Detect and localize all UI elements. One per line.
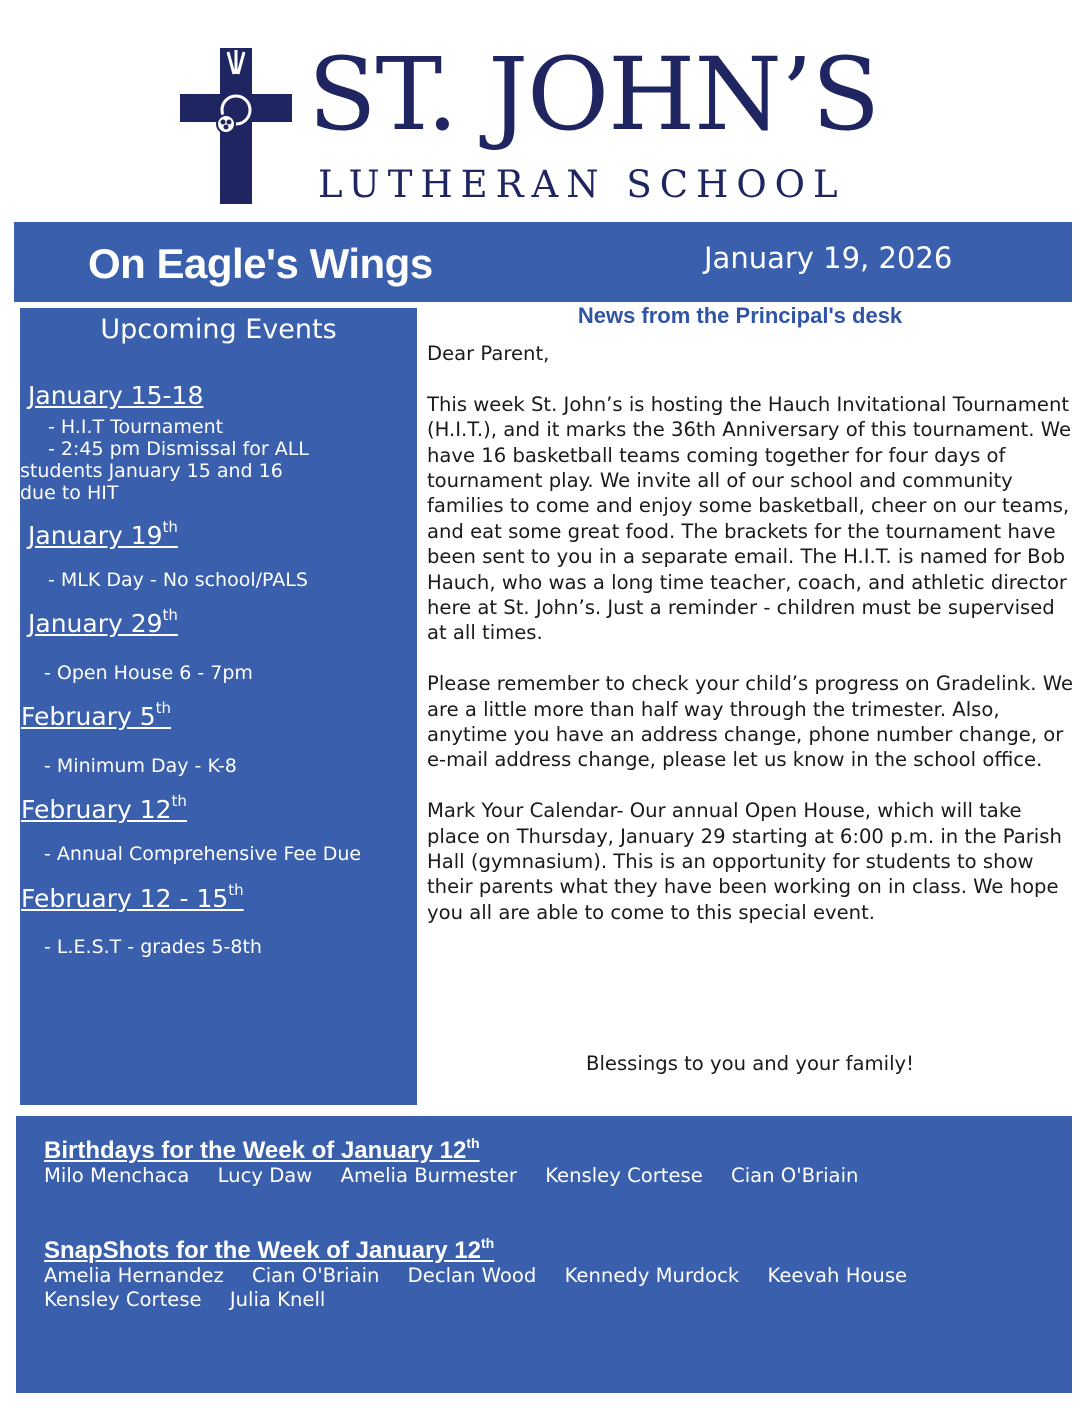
school-subtitle: LUTHERAN SCHOOL [318, 163, 846, 206]
list-item: Milo Menchaca [44, 1164, 190, 1187]
events-heading: Upcoming Events [100, 314, 337, 345]
event-detail: - H.I.T Tournament [48, 416, 224, 438]
event-date: February 5th [21, 699, 172, 731]
event-detail: due to HIT [20, 482, 119, 504]
event-date: February 12th [21, 792, 187, 824]
school-name: ST. JOHN’S [308, 36, 880, 153]
event-detail: students January 15 and 16 [20, 460, 283, 482]
list-item: Declan Wood [407, 1264, 537, 1287]
letter-greeting: Dear Parent, [427, 342, 550, 365]
list-item: Cian O'Briain [731, 1164, 859, 1187]
principal-heading: News from the Principal's desk [577, 303, 903, 328]
list-item: Kensley Cortese [44, 1288, 202, 1311]
principal-letter [427, 341, 1077, 951]
list-item: Cian O'Briain [252, 1264, 380, 1287]
event-detail: - L.E.S.T - grades 5-8th [44, 936, 262, 958]
list-item: Amelia Hernandez [44, 1264, 224, 1287]
birthdays-list [44, 1164, 1054, 1188]
event-detail: - Open House 6 - 7pm [44, 662, 253, 684]
letter-paragraph: Please remember to check your child’s progress on Gradelink. We are a little more than half way through the trimester. Also, anytime you have an address change, phone number change, or e-mail address change, please let us know in the school office. [427, 672, 1074, 772]
event-date: February 12 - 15th [21, 881, 244, 913]
letter-closing: Blessings to you and your family! [586, 1052, 914, 1075]
list-item: Julia Knell [229, 1288, 326, 1311]
snapshots-heading: SnapShots for the Week of January 12th [44, 1235, 495, 1264]
event-detail: - Minimum Day - K-8 [44, 755, 237, 777]
event-detail: - Annual Comprehensive Fee Due [44, 843, 362, 865]
upcoming-events-panel [20, 308, 417, 1105]
event-detail: - 2:45 pm Dismissal for ALL [48, 438, 309, 460]
cross-logo-icon [180, 48, 292, 204]
birthdays-heading: Birthdays for the Week of January 12th [44, 1135, 480, 1164]
list-item: Keevah House [767, 1264, 908, 1287]
event-date: January 19th [28, 518, 178, 550]
snapshots-list [44, 1264, 1054, 1312]
event-date: January 15-18 [28, 381, 204, 410]
list-item: Kensley Cortese [545, 1164, 703, 1187]
list-item: Amelia Burmester [340, 1164, 517, 1187]
letter-paragraph: This week St. John’s is hosting the Hauch Invitational Tournament (H.I.T.), and it marks the 36th Anniversary of this tournament. We have 16 basketball teams coming together for four days of tournament play. We invite all of our school and community families to come and enjoy some basketball, cheer on our teams, and eat some great food. The brackets for the tournament have been sent to you in a separate email. The H.I.T. is named for Bob Hauch, who was a long time teacher, coach, and athletic director here at St. John’s. Just a reminder - children must be supervised at all times. [427, 392, 1072, 645]
letter-paragraph: Mark Your Calendar- Our annual Open House, which will take place on Thursday, January 29 starting at 6:00 p.m. in the Parish Hall (gymnasium). This is an opportunity for students to show their parents what they have been working on in class. We hope you all are able to come to this special event. [427, 799, 1062, 924]
birthdays-snapshots-panel [16, 1116, 1072, 1393]
newsletter-title: On Eagle's Wings [88, 240, 433, 287]
event-detail: - MLK Day - No school/PALS [48, 569, 308, 591]
event-date: January 29th [28, 606, 178, 638]
newsletter-date: January 19, 2026 [704, 241, 953, 275]
list-item: Lucy Daw [217, 1164, 313, 1187]
list-item: Kennedy Murdock [564, 1264, 740, 1287]
